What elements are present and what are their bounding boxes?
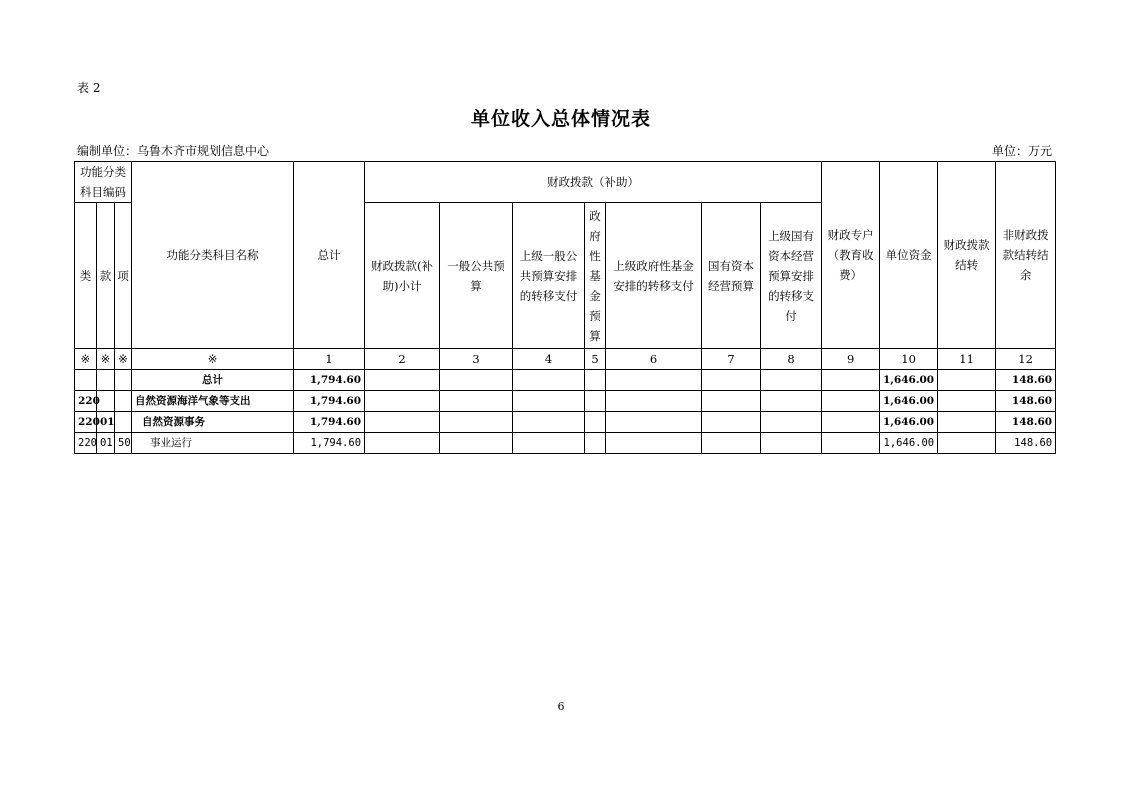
- empty-cell: [440, 391, 513, 412]
- header-row-1: [75, 162, 1056, 203]
- empty-cell: [606, 391, 702, 412]
- index-cell: 10: [880, 349, 938, 370]
- empty-cell: [822, 412, 880, 433]
- empty-cell: [761, 412, 822, 433]
- empty-cell: [513, 391, 585, 412]
- income-table: [74, 161, 1056, 454]
- empty-cell: [365, 391, 440, 412]
- index-cell: 7: [702, 349, 761, 370]
- kuan-cell: 01: [97, 433, 115, 454]
- lei-cell: 220: [75, 412, 97, 433]
- index-cell: 5: [585, 349, 606, 370]
- unit-funds-cell: 1,646.00: [880, 370, 938, 391]
- lei-cell: 220: [75, 433, 97, 454]
- table-row: [75, 391, 1056, 412]
- c3-header: 一般公共预算: [440, 203, 513, 349]
- total-cell: 1,794.60: [294, 391, 365, 412]
- table-row: [75, 412, 1056, 433]
- c6-header: 上级政府性基金安排的转移支付: [606, 203, 702, 349]
- empty-cell: [365, 433, 440, 454]
- c12-header: 非财政拨款结转结余: [996, 162, 1056, 349]
- lei-cell: [75, 370, 97, 391]
- xiang-header: 项: [115, 203, 132, 349]
- total-cell: 1,794.60: [294, 370, 365, 391]
- c10-header: 单位资金: [880, 162, 938, 349]
- empty-cell: [938, 370, 996, 391]
- empty-cell: [702, 370, 761, 391]
- nonfiscal-cell: 148.60: [996, 391, 1056, 412]
- empty-cell: [702, 391, 761, 412]
- empty-cell: [938, 412, 996, 433]
- code-group-header: 功能分类科目编码: [75, 162, 132, 203]
- nonfiscal-cell: 148.60: [996, 433, 1056, 454]
- currency-unit: 单位：万元: [991, 144, 1052, 158]
- empty-cell: [440, 370, 513, 391]
- c7-header: 国有资本经营预算: [702, 203, 761, 349]
- name-cell: 自然资源海洋气象等支出: [132, 391, 294, 412]
- empty-cell: [822, 391, 880, 412]
- empty-cell: [513, 370, 585, 391]
- empty-cell: [585, 433, 606, 454]
- total-cell: 1,794.60: [294, 412, 365, 433]
- lei-cell: 220: [75, 391, 97, 412]
- empty-cell: [761, 433, 822, 454]
- table-number: 表 2: [77, 81, 101, 95]
- empty-cell: [702, 412, 761, 433]
- empty-cell: [365, 370, 440, 391]
- total-header: 总计: [294, 162, 365, 349]
- xiang-cell: 50: [115, 433, 132, 454]
- xiang-cell: [115, 412, 132, 433]
- name-cell: 总计: [132, 370, 294, 391]
- index-cell: ※: [97, 349, 115, 370]
- empty-cell: [822, 433, 880, 454]
- xiang-cell: [115, 370, 132, 391]
- empty-cell: [822, 370, 880, 391]
- empty-cell: [513, 412, 585, 433]
- index-cell: 11: [938, 349, 996, 370]
- empty-cell: [585, 412, 606, 433]
- c9-header: 财政专户（教育收费）: [822, 162, 880, 349]
- index-cell: ※: [75, 349, 97, 370]
- kuan-header: 款: [97, 203, 115, 349]
- lei-header: 类: [75, 203, 97, 349]
- empty-cell: [761, 391, 822, 412]
- index-cell: 4: [513, 349, 585, 370]
- empty-cell: [606, 433, 702, 454]
- index-cell: ※: [115, 349, 132, 370]
- table-row: [75, 370, 1056, 391]
- nonfiscal-cell: 148.60: [996, 412, 1056, 433]
- empty-cell: [702, 433, 761, 454]
- index-cell: 1: [294, 349, 365, 370]
- index-row: [75, 349, 1056, 370]
- index-cell: 9: [822, 349, 880, 370]
- empty-cell: [440, 412, 513, 433]
- kuan-cell: 01: [97, 412, 115, 433]
- c2-header: 财政拨款(补助)小计: [365, 203, 440, 349]
- c11-header: 财政拨款结转: [938, 162, 996, 349]
- name-cell: 事业运行: [132, 433, 294, 454]
- index-cell: 2: [365, 349, 440, 370]
- nonfiscal-cell: 148.60: [996, 370, 1056, 391]
- unit-funds-cell: 1,646.00: [880, 391, 938, 412]
- empty-cell: [606, 370, 702, 391]
- index-cell: ※: [132, 349, 294, 370]
- xiang-cell: [115, 391, 132, 412]
- empty-cell: [938, 391, 996, 412]
- empty-cell: [513, 433, 585, 454]
- empty-cell: [606, 412, 702, 433]
- fiscal-group-header: 财政拨款（补助）: [365, 162, 822, 203]
- unit-funds-cell: 1,646.00: [880, 412, 938, 433]
- index-cell: 12: [996, 349, 1056, 370]
- index-cell: 8: [761, 349, 822, 370]
- name-cell: 自然资源事务: [132, 412, 294, 433]
- c5-header: 政府性基金预算: [585, 203, 606, 349]
- empty-cell: [938, 433, 996, 454]
- compiling-unit: 编制单位：乌鲁木齐市规划信息中心: [77, 144, 270, 158]
- index-cell: 3: [440, 349, 513, 370]
- empty-cell: [440, 433, 513, 454]
- kuan-cell: [97, 370, 115, 391]
- empty-cell: [585, 370, 606, 391]
- page-number: 6: [557, 700, 565, 713]
- page-title: 单位收入总体情况表: [470, 108, 651, 130]
- c4-header: 上级一般公共预算安排的转移支付: [513, 203, 585, 349]
- empty-cell: [365, 412, 440, 433]
- table-row: [75, 433, 1056, 454]
- total-cell: 1,794.60: [294, 433, 365, 454]
- index-cell: 6: [606, 349, 702, 370]
- empty-cell: [761, 370, 822, 391]
- empty-cell: [585, 391, 606, 412]
- unit-funds-cell: 1,646.00: [880, 433, 938, 454]
- c8-header: 上级国有资本经营预算安排的转移支付: [761, 203, 822, 349]
- name-header: 功能分类科目名称: [132, 162, 294, 349]
